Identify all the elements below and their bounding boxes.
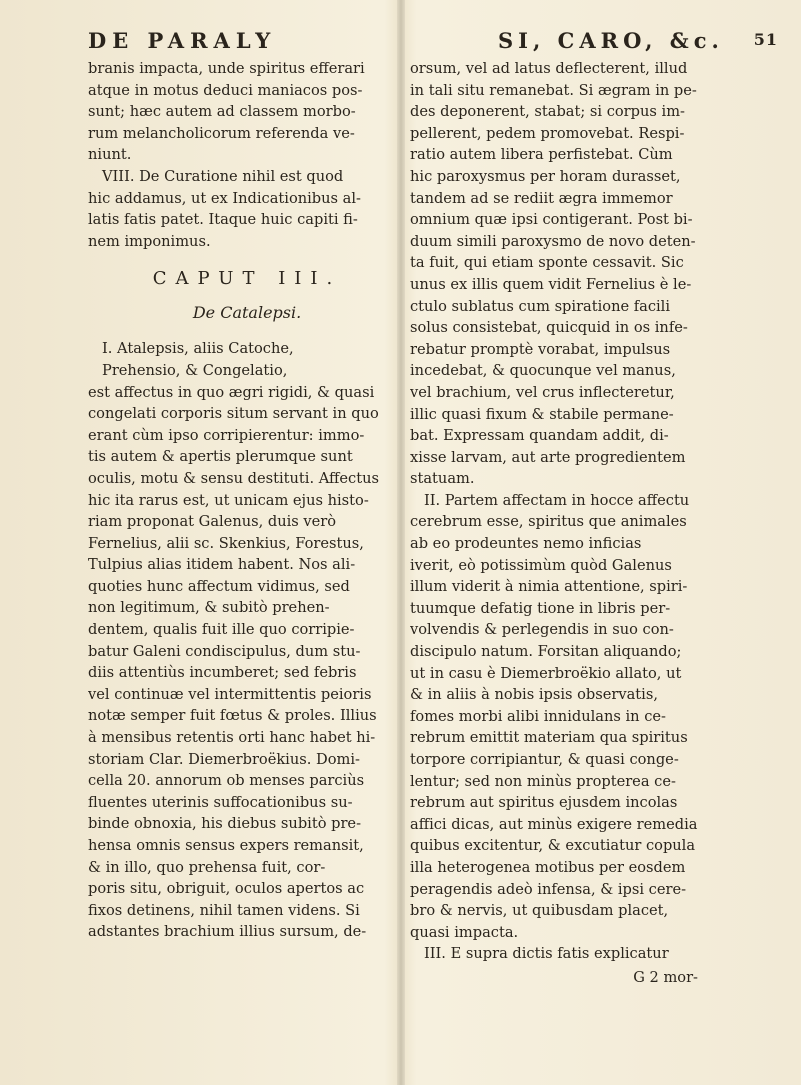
text-line: affici dicas, aut minùs exigere remedia <box>410 815 698 833</box>
text-line: VIII. De Curatione nihil est quod <box>102 167 344 185</box>
text-line: incedebat, & quocunque vel manus, <box>410 362 676 380</box>
text-line: I. Atalepsis, aliis Catoche, <box>102 340 294 358</box>
text-line: notæ semper fuit fœtus & proles. Illius <box>88 707 377 725</box>
text-line: diis attentiùs incumberet; sed febris <box>88 664 357 682</box>
text-line: rum melancholicorum referenda ve- <box>88 124 355 142</box>
text-line: ut in casu è Diemerbroëkio allato, ut <box>410 664 682 682</box>
catchword: G 2 mor- <box>633 968 698 986</box>
text-line: quoties hunc affectum vidimus, sed <box>88 577 350 595</box>
text-line: in tali situ remanebat. Si ægram in pe- <box>410 81 697 99</box>
text-line: omnium quæ ipsi contigerant. Post bi- <box>410 211 693 229</box>
text-line: niunt. <box>88 146 132 164</box>
text-line: hensa omnis sensus expers remansit, <box>88 837 364 854</box>
text-line: statuam. <box>410 470 475 488</box>
text-line: peragendis adeò infensa, & ipsi cere- <box>410 880 687 898</box>
text-line: sunt; hæc autem ad classem morbo- <box>88 103 356 121</box>
text-line: illic quasi fixum & stabile permane- <box>410 405 674 423</box>
text-line: III. E supra dictis fatis explicatur <box>424 945 669 963</box>
text-line: atque in motus deduci maniacos pos- <box>88 81 363 99</box>
text-line: rebatur promptè vorabat, impulsus <box>410 340 671 358</box>
text-line: tis autem & apertis plerumque sunt <box>88 448 353 466</box>
text-line: fomes morbi alibi innidulans in ce- <box>410 707 666 725</box>
text-line: solus consistebat, quicquid in os infe- <box>410 319 688 337</box>
chapter-subtitle: De Catalepsi. <box>192 303 302 323</box>
text-line: torpore corripiantur, & quasi conge- <box>410 751 679 768</box>
text-line: II. Partem affectam in hocce affectu <box>424 491 690 509</box>
text-line: oculis, motu & sensu destituti. Affectus <box>88 469 379 487</box>
text-line: cerebrum esse, spiritus que animales <box>410 513 687 531</box>
text-line: orsum, vel ad latus deflecterent, illud <box>410 60 688 77</box>
text-line: Prehensio, & Congelatio, <box>102 361 288 379</box>
text-line: riam proponat Galenus, duis verò <box>88 513 337 531</box>
header-left: DE PARALY <box>88 28 277 53</box>
header-right: SI, CARO, &c. <box>498 28 724 53</box>
text-line: iverit, eò potissimùm quòd Galenus <box>410 556 672 574</box>
text-line: branis impacta, unde spiritus efferari <box>88 60 365 77</box>
text-line: quasi impacta. <box>410 923 519 941</box>
text-line: congelati corporis situm servant in quo <box>88 405 379 423</box>
text-line: lentur; sed non minùs propterea ce- <box>410 772 676 790</box>
text-line: bro & nervis, ut quibusdam placet, <box>410 902 669 920</box>
text-line: & in aliis à nobis ipsis observatis, <box>410 686 658 704</box>
chapter-title: CAPUT III. <box>152 268 342 290</box>
text-line: erant cùm ipso corripierentur: immo- <box>88 426 365 444</box>
text-line: ratio autem libera perfistebat. Cùm <box>410 146 673 164</box>
left-column <box>88 58 406 943</box>
text-line: poris situ, obriguit, oculos apertos ac <box>88 880 365 898</box>
text-line: binde obnoxia, his diebus subitò pre- <box>88 815 361 833</box>
left-column-body <box>88 338 406 943</box>
text-line: hic paroxysmus per horam durasset, <box>410 167 681 185</box>
text-line: xisse larvam, aut arte progredientem <box>410 448 686 466</box>
text-line: tuumque defatig tione in libris per- <box>410 599 671 617</box>
text-line: latis fatis patet. Itaque huic capiti fi- <box>88 211 358 229</box>
text-line: quibus excitentur, & excutiatur copula <box>410 837 696 855</box>
text-line: duum simili paroxysmo de novo deten- <box>410 232 696 250</box>
text-line: tandem ad se rediit ægra immemor <box>410 189 673 207</box>
text-line: rebrum aut spiritus ejusdem incolas <box>410 794 678 812</box>
text-line: hic ita rarus est, ut unicam ejus histo- <box>88 491 369 509</box>
text-line: & in illo, quo prehensa fuit, cor- <box>88 858 326 876</box>
page-number: 51 <box>753 30 778 49</box>
text-line: des deponerent, stabat; si corpus im- <box>410 103 685 121</box>
text-line: volvendis & perlegendis in suo con- <box>410 621 674 639</box>
text-line: non legitimum, & subitò prehen- <box>88 599 330 617</box>
text-line: hic addamus, ut ex Indicationibus al- <box>88 189 361 207</box>
text-line: nem imponimus. <box>88 232 211 250</box>
text-line: batur Galeni condiscipulus, dum stu- <box>88 642 361 660</box>
text-line: bat. Expressam quandam addit, di- <box>410 427 669 445</box>
text-line: à mensibus retentis orti hanc habet hi- <box>88 729 376 747</box>
text-line: fluentes uterinis suffocationibus su- <box>88 793 353 811</box>
text-line: vel brachium, vel crus inflecteretur, <box>410 383 675 401</box>
running-header <box>88 28 778 56</box>
text-line: fixos detinens, nihil tamen videns. Si <box>88 901 360 919</box>
text-line: illum viderit à nimia attentione, spiri- <box>410 578 688 596</box>
left-column-intro <box>88 58 406 252</box>
text-line: est affectus in quo ægri rigidi, & quasi <box>88 383 375 401</box>
text-line: cella 20. annorum ob menses parciùs <box>88 772 365 790</box>
text-line: dentem, qualis fuit ille quo corripie- <box>88 621 355 639</box>
text-line: ta fuit, qui etiam sponte cessavit. Sic <box>410 254 684 272</box>
text-line: unus ex illis quem vidit Fernelius è le- <box>410 275 692 293</box>
text-line: storiam Clar. Diemerbroëkius. Domi- <box>88 750 360 768</box>
text-line: vel continuæ vel intermittentis peioris <box>88 685 372 703</box>
text-line: discipulo natum. Forsitan aliquando; <box>410 643 682 661</box>
text-line: rebrum emittit materiam qua spiritus <box>410 729 688 747</box>
text-line: ab eo prodeuntes nemo inficias <box>410 535 642 553</box>
text-line: Tulpius alias itidem habent. Nos ali- <box>88 556 356 574</box>
text-line: pellerent, pedem promovebat. Respi- <box>410 124 685 142</box>
text-line: adstantes brachium illius sursum, de- <box>88 923 367 941</box>
text-line: ctulo sublatus cum spiratione facili <box>410 297 671 315</box>
text-line: Fernelius, alii sc. Skenkius, Forestus, <box>88 534 364 552</box>
text-line: illa heterogenea motibus per eosdem <box>410 858 686 876</box>
right-column-body <box>410 58 728 965</box>
right-column <box>410 58 728 989</box>
